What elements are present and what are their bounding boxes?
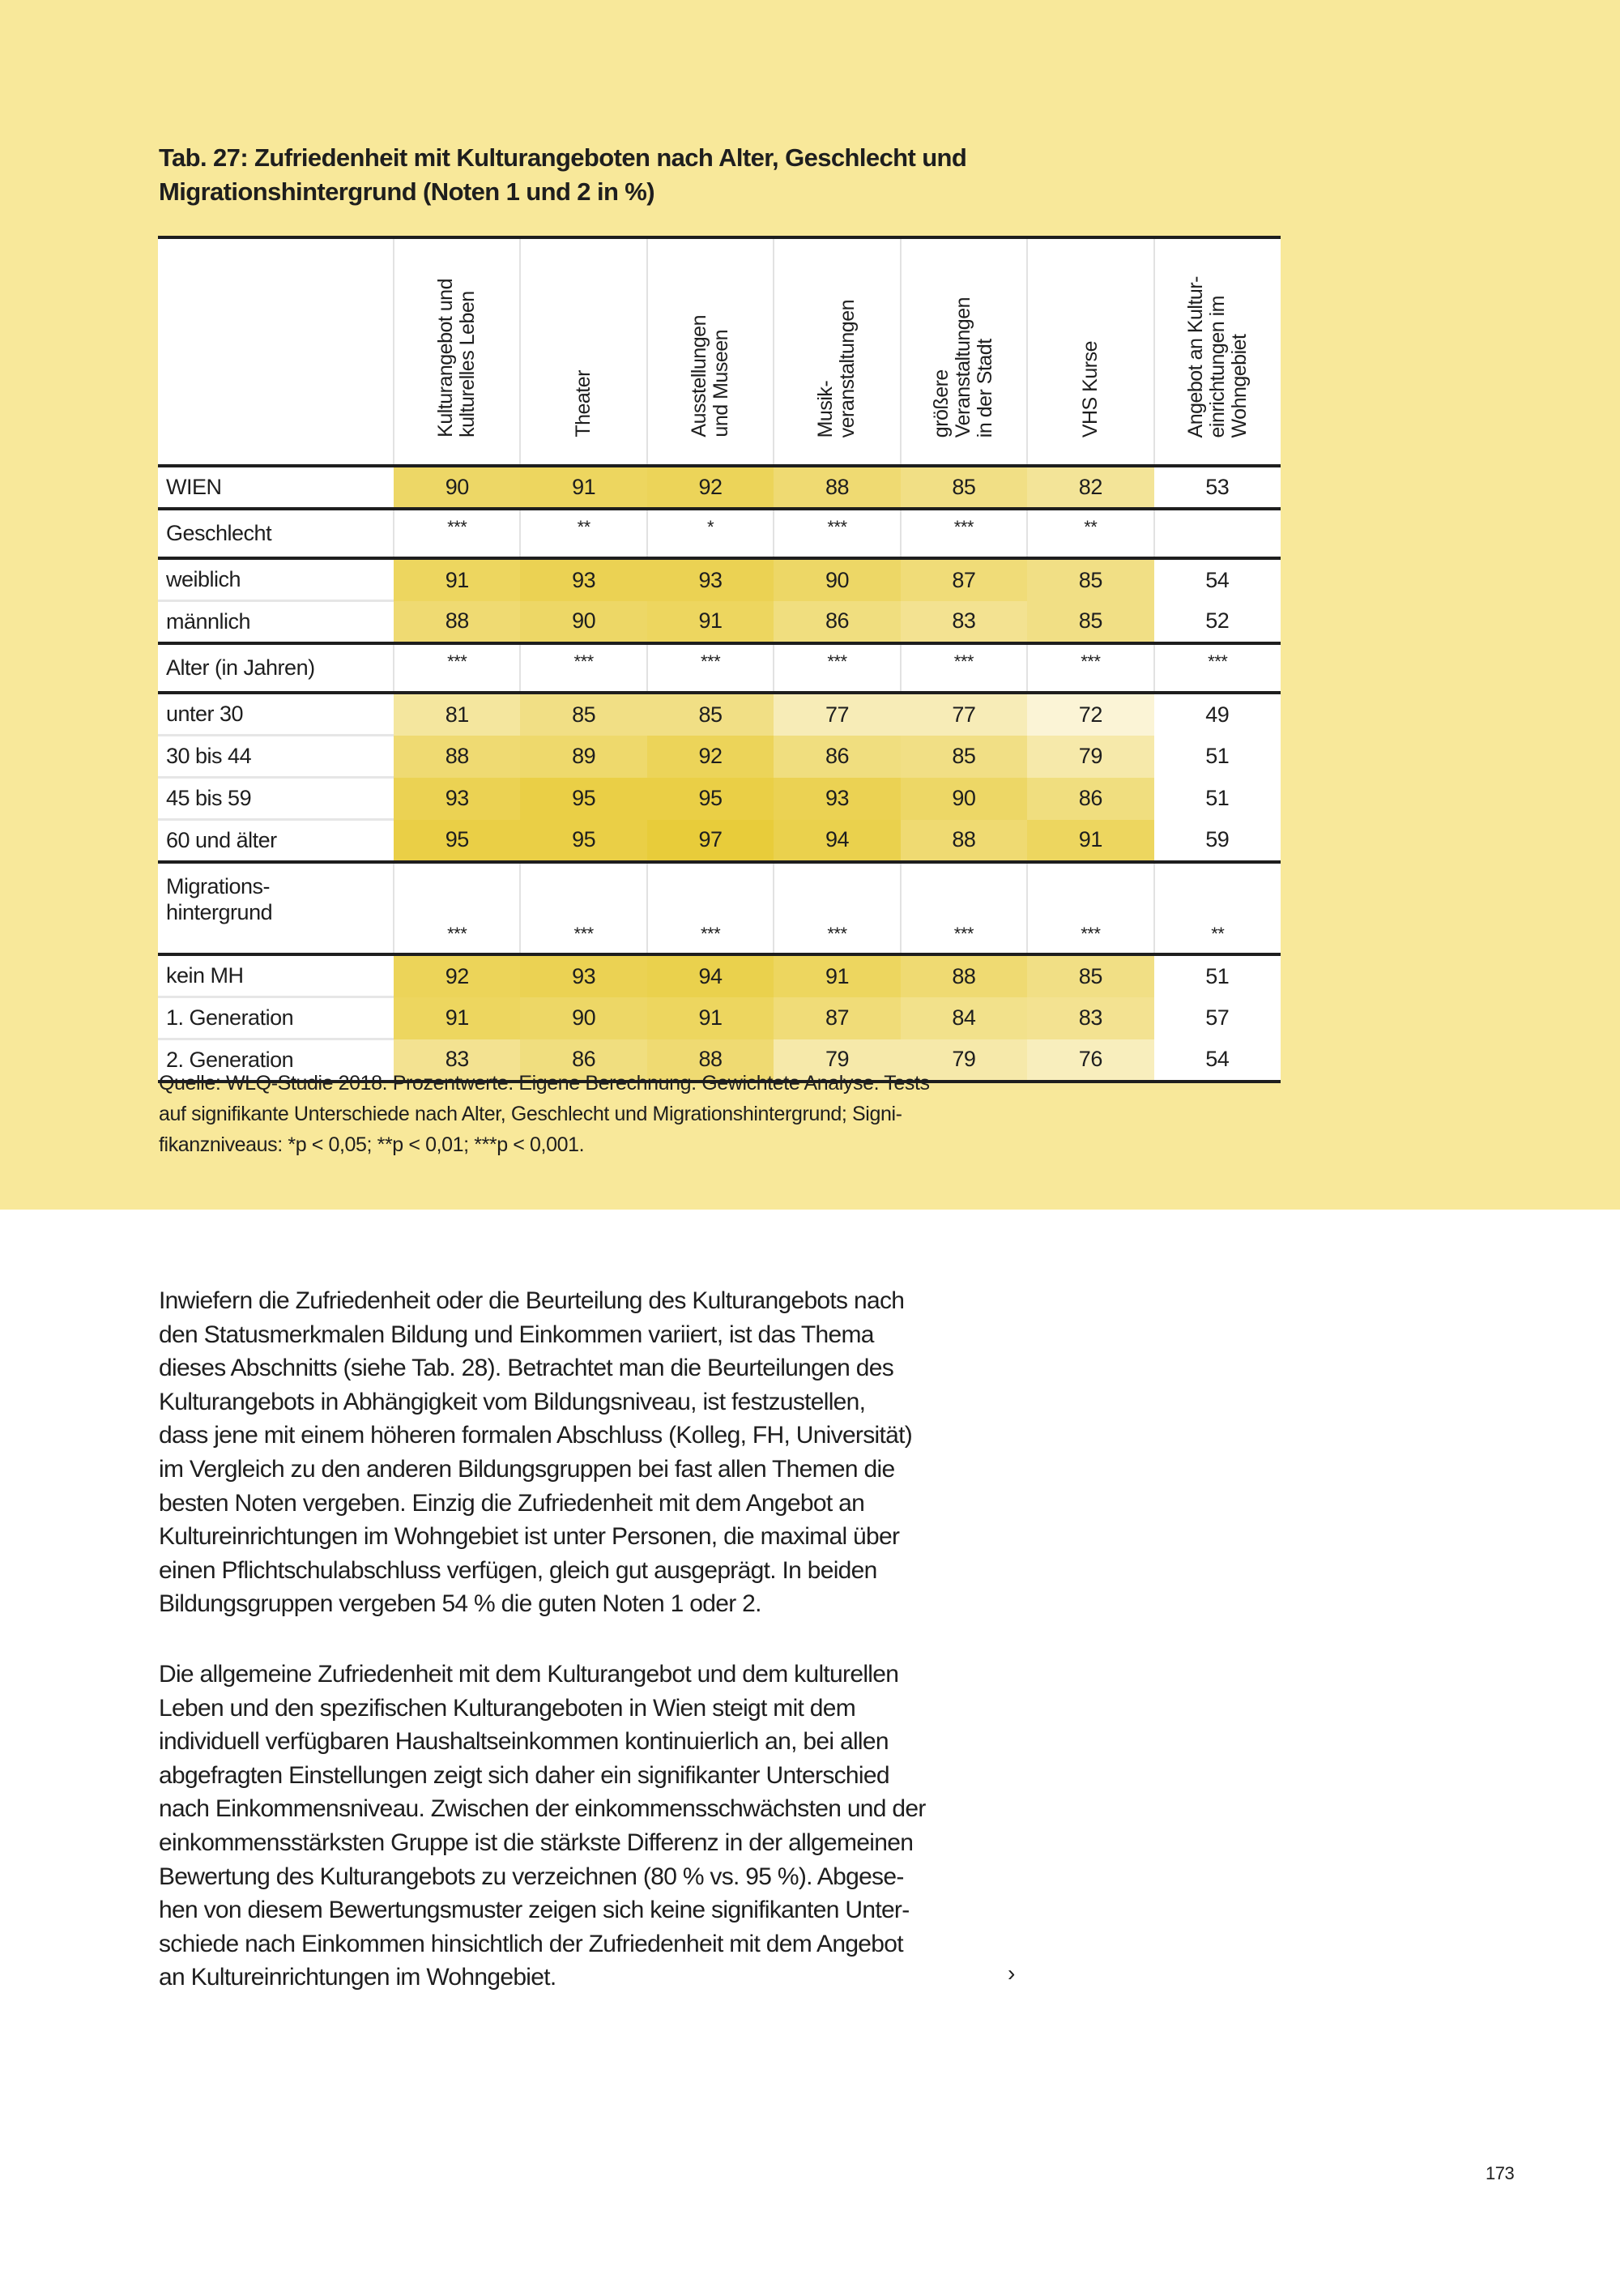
source-line: fikanzniveaus: *p < 0,05; **p < 0,01; ***p < 0,001. — [159, 1133, 585, 1156]
source-line: Quelle: WLQ-Studie 2018. Prozentwerte. Eigene Berechnung. Gewichtete Analyse. Tests — [159, 1072, 930, 1095]
value-cell: 86 — [774, 601, 900, 644]
value-cell: 89 — [520, 736, 646, 778]
value-cell: 94 — [647, 954, 774, 997]
row-label: Geschlecht — [158, 509, 394, 558]
significance-row — [158, 643, 1281, 693]
column-header — [520, 237, 646, 466]
value-cell: 57 — [1205, 1005, 1230, 1030]
value-cell: 91 — [1027, 820, 1153, 863]
header-empty-cell — [158, 237, 394, 466]
value-cell: 88 — [901, 820, 1027, 863]
continue-arrow-icon: › — [1008, 1961, 1016, 1986]
row-label: 1. Generation — [158, 997, 394, 1039]
significance-cell: *** — [774, 509, 900, 558]
value-cell: 91 — [774, 954, 900, 997]
column-header — [901, 237, 1027, 466]
column-header-label: Ausstellungen und Museen — [688, 315, 733, 437]
value-cell: 72 — [1027, 693, 1153, 736]
significance-cell: *** — [394, 643, 520, 693]
value-cell: 93 — [774, 778, 900, 820]
significance-cell: *** — [520, 643, 646, 693]
table-title — [159, 141, 966, 209]
significance-cell: *** — [647, 643, 774, 693]
table-row — [158, 693, 1281, 736]
value-cell: 86 — [1027, 778, 1153, 820]
row-label: WIEN — [158, 466, 394, 509]
value-cell: 51 — [1205, 963, 1230, 988]
column-header — [1027, 237, 1153, 466]
value-cell: 79 — [774, 1039, 900, 1082]
text-line: Bildungsgruppen vergeben 54 % die guten Noten 1 oder 2. — [159, 1590, 761, 1618]
row-label: 30 bis 44 — [158, 736, 394, 778]
value-cell: 91 — [394, 558, 520, 601]
value-cell: 91 — [520, 466, 646, 509]
row-label: männlich — [158, 601, 394, 644]
value-cell: 91 — [647, 601, 774, 644]
value-cell: 93 — [394, 778, 520, 820]
value-cell: 84 — [901, 997, 1027, 1039]
text-line: individuell verfügbaren Haushaltseinkommen kontinuierlich an, bei allen — [159, 1728, 889, 1756]
value-cell: 85 — [520, 693, 646, 736]
text-line: dass jene mit einem höheren formalen Abschluss (Kolleg, FH, Universität) — [159, 1422, 913, 1449]
table-row — [158, 736, 1281, 778]
value-cell: 86 — [520, 1039, 646, 1082]
table-row — [158, 558, 1281, 601]
table-source-note — [159, 1068, 930, 1160]
value-cell: 90 — [901, 778, 1027, 820]
value-cell: 88 — [774, 466, 900, 509]
text-line: einkommensstärksten Gruppe ist die stärkste Differenz in der allgemeinen — [159, 1829, 914, 1856]
value-cell: 76 — [1027, 1039, 1153, 1082]
column-header-label: Theater — [572, 370, 595, 437]
value-cell: 85 — [1027, 558, 1153, 601]
satisfaction-table — [158, 236, 1281, 1083]
text-line: dieses Abschnitts (siehe Tab. 28). Betrachtet man die Beurteilungen des — [159, 1355, 893, 1382]
value-cell: 93 — [520, 558, 646, 601]
value-cell: 90 — [520, 997, 646, 1039]
table-row — [158, 601, 1281, 644]
value-cell: 52 — [1154, 601, 1281, 644]
title-line: Migrationshintergrund (Noten 1 und 2 in %) — [159, 177, 654, 206]
value-cell: 81 — [394, 693, 520, 736]
text-line: nach Einkommensniveau. Zwischen der einkommensschwächsten und der — [159, 1795, 926, 1823]
text-line: Leben und den spezifischen Kulturangeboten in Wien steigt mit dem — [159, 1694, 856, 1722]
significance-cell: ** — [1027, 509, 1153, 558]
value-cell: 95 — [520, 820, 646, 863]
table-row — [158, 997, 1281, 1039]
value-cell: 51 — [1205, 744, 1230, 768]
text-line: einen Pflichtschulabschluss verfügen, gleich gut ausgeprägt. In beiden — [159, 1556, 877, 1584]
value-cell: 87 — [901, 558, 1027, 601]
value-cell: 54 — [1154, 1039, 1281, 1082]
significance-cell: *** — [1154, 643, 1281, 693]
significance-cell: ** — [1154, 862, 1281, 954]
significance-cell: *** — [901, 862, 1027, 954]
value-cell: 88 — [394, 736, 520, 778]
row-label: weiblich — [158, 558, 394, 601]
text-line: Bewertung des Kulturangebots zu verzeichnen (80 % vs. 95 %). Abgese- — [159, 1863, 904, 1890]
value-cell: 92 — [647, 466, 774, 509]
value-cell: 85 — [1027, 954, 1153, 997]
value-cell: 54 — [1205, 567, 1230, 592]
significance-cell: *** — [394, 509, 520, 558]
row-label: unter 30 — [158, 693, 394, 736]
value-cell: 93 — [520, 954, 646, 997]
column-header-label: VHS Kurse — [1078, 340, 1102, 437]
row-label: 45 bis 59 — [158, 778, 394, 820]
value-cell: 51 — [1205, 786, 1230, 810]
text-line: schiede nach Einkommen hinsichtlich der Zufriedenheit mit dem Angebot — [159, 1930, 903, 1957]
text-line: abgefragten Einstellungen zeigt sich daher ein signifikanter Unterschied — [159, 1761, 889, 1789]
significance-row — [158, 862, 1281, 954]
significance-cell — [1154, 509, 1281, 558]
value-cell: 88 — [901, 954, 1027, 997]
significance-cell: *** — [647, 862, 774, 954]
table-row — [158, 466, 1281, 509]
value-cell: 79 — [901, 1039, 1027, 1082]
value-cell: 92 — [647, 736, 774, 778]
value-cell: 93 — [647, 558, 774, 601]
title-line: Tab. 27: Zufriedenheit mit Kulturangeboten nach Alter, Geschlecht und — [159, 143, 967, 172]
text-line: an Kultureinrichtungen im Wohngebiet. — [159, 1964, 556, 1991]
value-cell: 86 — [774, 736, 900, 778]
value-cell: 95 — [520, 778, 646, 820]
value-cell: 77 — [774, 693, 900, 736]
column-header — [774, 237, 900, 466]
value-cell: 83 — [394, 1039, 520, 1082]
column-header — [647, 237, 774, 466]
significance-cell: *** — [901, 509, 1027, 558]
value-cell: 91 — [647, 997, 774, 1039]
text-line: hen von diesem Bewertungsmuster zeigen sich keine signifikanten Unter- — [159, 1897, 910, 1924]
source-line: auf signifikante Unterschiede nach Alter, Geschlecht und Migrationshintergrund; Signi- — [159, 1103, 902, 1125]
value-cell: 82 — [1027, 466, 1153, 509]
value-cell: 83 — [901, 601, 1027, 644]
column-header — [394, 237, 520, 466]
body-paragraph-2 — [159, 1658, 926, 1995]
value-cell: 77 — [901, 693, 1027, 736]
value-cell: 92 — [394, 954, 520, 997]
column-header-label: größere Veranstaltungen in der Stadt — [930, 297, 997, 437]
value-cell: 88 — [647, 1039, 774, 1082]
value-cell: 53 — [1154, 466, 1281, 509]
row-label: Migrations- hintergrund — [158, 862, 394, 954]
row-label: 60 und älter — [158, 820, 394, 863]
table-row — [158, 820, 1281, 863]
body-paragraph-1 — [159, 1284, 912, 1621]
value-cell: 79 — [1027, 736, 1153, 778]
value-cell: 83 — [1027, 997, 1153, 1039]
value-cell: 90 — [394, 466, 520, 509]
significance-cell: *** — [520, 862, 646, 954]
value-cell: 90 — [774, 558, 900, 601]
column-header-label: Musik- veranstaltungen — [814, 299, 859, 437]
text-line: den Statusmerkmalen Bildung und Einkommen variiert, ist das Thema — [159, 1321, 874, 1348]
column-header-label: Angebot an Kultur- einrichtungen im Wohngebiet — [1183, 275, 1251, 437]
value-cell: 85 — [647, 693, 774, 736]
value-cell: 49 — [1205, 702, 1230, 727]
value-cell: 85 — [1027, 601, 1153, 644]
text-line: Inwiefern die Zufriedenheit oder die Beurteilung des Kulturangebots nach — [159, 1287, 905, 1314]
significance-cell: *** — [774, 862, 900, 954]
value-cell: 95 — [647, 778, 774, 820]
table-row — [158, 778, 1281, 820]
row-label: 2. Generation — [158, 1039, 394, 1082]
table-row — [158, 954, 1281, 997]
value-cell: 59 — [1154, 820, 1281, 863]
value-cell: 87 — [774, 997, 900, 1039]
significance-cell: *** — [394, 862, 520, 954]
text-line: besten Noten vergeben. Einzig die Zufriedenheit mit dem Angebot an — [159, 1489, 865, 1517]
row-label: Alter (in Jahren) — [158, 643, 394, 693]
value-cell: 90 — [520, 601, 646, 644]
value-cell: 85 — [901, 736, 1027, 778]
value-cell: 88 — [394, 601, 520, 644]
table-header-row — [158, 237, 1281, 466]
significance-cell: *** — [774, 643, 900, 693]
value-cell: 94 — [774, 820, 900, 863]
row-label: kein MH — [158, 954, 394, 997]
value-cell: 91 — [394, 997, 520, 1039]
significance-cell: * — [647, 509, 774, 558]
significance-cell: *** — [901, 643, 1027, 693]
text-line: Kulturangebots in Abhängigkeit vom Bildungsniveau, ist festzustellen, — [159, 1388, 866, 1415]
value-cell: 85 — [901, 466, 1027, 509]
column-header-label: Kulturangebot und kulturelles Leben — [434, 279, 480, 437]
value-cell: 95 — [394, 820, 520, 863]
significance-cell: *** — [1027, 862, 1153, 954]
text-line: Kultureinrichtungen im Wohngebiet ist unter Personen, die maximal über — [159, 1523, 900, 1551]
significance-cell: *** — [1027, 643, 1153, 693]
text-line: Die allgemeine Zufriedenheit mit dem Kulturangebot und dem kulturellen — [159, 1661, 899, 1688]
text-line: im Vergleich zu den anderen Bildungsgruppen bei fast allen Themen die — [159, 1455, 895, 1483]
significance-row — [158, 509, 1281, 558]
significance-cell: ** — [520, 509, 646, 558]
value-cell: 97 — [647, 820, 774, 863]
column-header — [1154, 237, 1281, 466]
page-number: 173 — [1486, 2163, 1515, 2183]
